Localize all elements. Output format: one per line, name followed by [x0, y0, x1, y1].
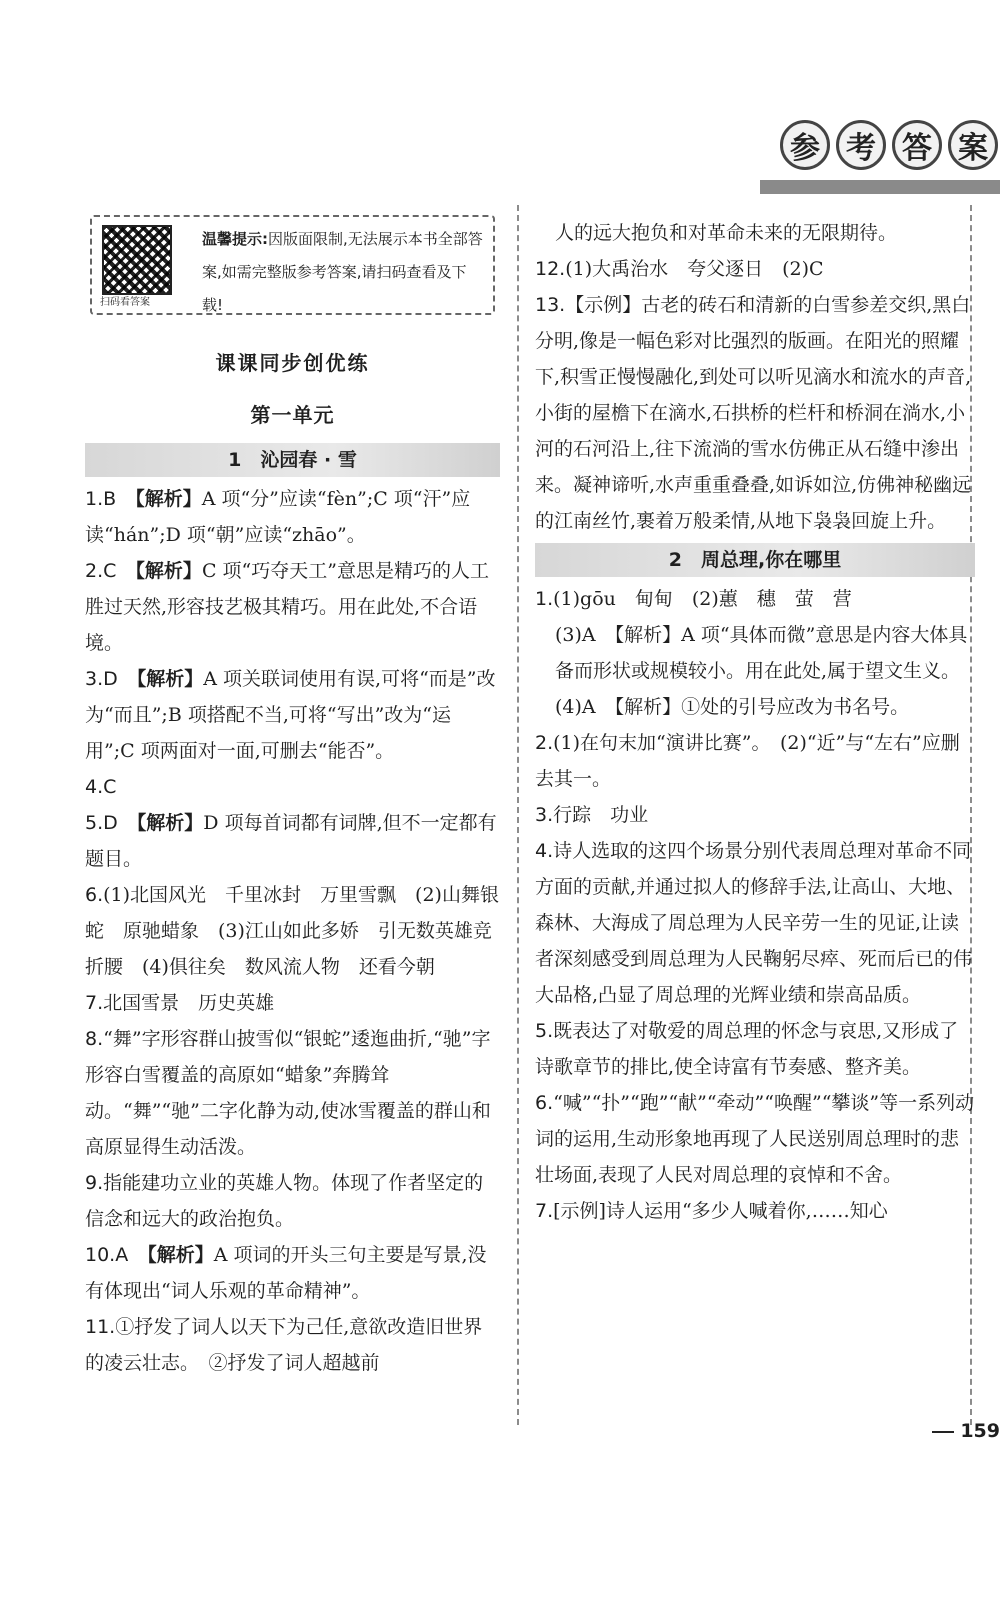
answer-item: 10.A 【解析】A 项词的开头三句主要是写景,没有体现出“词人乐观的革命精神”。	[85, 1244, 487, 1302]
banner-stripe	[760, 180, 1000, 194]
answer-item: 4.诗人选取的这四个场景分别代表周总理对革命不同方面的贡献,并通过拟人的修辞手法,让高山、大地、森林、大海成了周总理为人民辛劳一生的见证,让读者深刻感受到周总理为人民鞠躬尽瘁、死而后已的伟大品格,凸显了周总理的光辉业绩和崇高品质。	[535, 840, 973, 1006]
page-number: 159	[932, 1420, 1000, 1442]
tip-label: 温馨提示:	[202, 230, 268, 248]
qr-caption: 扫码看答案	[100, 297, 150, 308]
answer-item: 7.[示例]诗人运用“多少人喊着你,……知心	[535, 1200, 888, 1222]
banner-char: 案	[948, 120, 998, 170]
unit-heading: 第一单元	[250, 403, 335, 427]
banner-char: 考	[836, 120, 886, 170]
left-column	[85, 215, 500, 1381]
answer-item: 2.(1)在句末加“演讲比赛”。 (2)“近”与“左右”应删去其一。	[535, 732, 960, 790]
answer-item: 5.D 【解析】D 项每首词都有词牌,但不一定都有题目。	[85, 812, 497, 870]
answer-subitem: (3)A 【解析】A 项“具体而微”意思是内容大体具备而形状或规模较小。用在此处,属于望文生义。	[555, 624, 968, 682]
lesson-title: 2 周总理,你在哪里	[535, 543, 975, 577]
answer-item: 1.(1)gōu 甸甸 (2)蕙 穗 萤 营	[535, 588, 852, 610]
answer-item: 2.C 【解析】C 项“巧夺天工”意思是精巧的人工胜过天然,形容技艺极其精巧。用在此处,不合语境。	[85, 560, 489, 654]
section-heading: 课课同步创优练	[215, 351, 370, 375]
answer-item: 6.“喊”“扑”“跑”“献”“牵动”“唤醒”“攀谈”等一系列动词的运用,生动形象地再现了人民送别周总理时的悲壮场面,表现了人民对周总理的哀悼和不舍。	[535, 1092, 975, 1186]
answer-item: 12.(1)大禹治水 夸父逐日 (2)C	[535, 258, 824, 280]
answer-item: 13.【示例】古老的砖石和清新的白雪参差交织,黑白分明,像是一幅色彩对比强烈的版画。在阳光的照耀下,积雪正慢慢融化,到处可以听见滴水和流水的声音,小街的屋檐下在滴水,石拱桥的栏杆和桥洞在淌水,小河的石河沿上,往下流淌的雪水仿佛正从石缝中渗出来。凝神谛听,水声重重叠叠,如诉如泣,仿佛神秘幽远的江南丝竹,裹着万般柔情,从地下袅袅回旋上升。	[535, 294, 972, 532]
continued-text: 人的远大抱负和对革命未来的无限期待。	[555, 222, 898, 244]
right-column	[535, 215, 975, 1229]
answer-item: 5.既表达了对敬爱的周总理的怀念与哀思,又形成了诗歌章节的排比,使全诗富有节奏感、整齐美。	[535, 1020, 959, 1078]
page-number-dash	[932, 1431, 954, 1433]
answer-item: 7.北国雪景 历史英雄	[85, 992, 275, 1014]
qr-code-icon[interactable]	[102, 225, 172, 295]
tip-body: 因版面限制,无法展示本书全部答案,如需完整版参考答案,请扫码查看及下载!	[202, 230, 483, 314]
lesson-title: 1 沁园春 · 雪	[85, 443, 500, 477]
banner-char: 参	[780, 120, 830, 170]
answer-item: 1.B 【解析】A 项“分”应读“fèn”;C 项“汗”应读“hán”;D 项“朝”应读“zhāo”。	[85, 488, 471, 546]
answer-item: 9.指能建功立业的英雄人物。体现了作者坚定的信念和远大的政治抱负。	[85, 1172, 484, 1230]
answer-banner	[760, 120, 1000, 200]
answer-item: 3.D 【解析】A 项关联词使用有误,可将“而是”改为“而且”;B 项搭配不当,可将“写出”改为“运用”;C 项两面对一面,可删去“能否”。	[85, 668, 496, 762]
banner-char: 答	[892, 120, 942, 170]
answer-subitem: (4)A 【解析】①处的引号应改为书名号。	[555, 696, 910, 718]
answer-item: 6.(1)北国风光 千里冰封 万里雪飘 (2)山舞银蛇 原驰蜡象 (3)江山如此多娇 引无数英雄竞折腰 (4)俱往矣 数风流人物 还看今朝	[85, 884, 499, 978]
tip-text	[202, 223, 485, 322]
answer-item: 4.C	[85, 776, 117, 798]
answer-item: 11.①抒发了词人以天下为己任,意欲改造旧世界的凌云壮志。 ②抒发了词人超越前	[85, 1316, 483, 1374]
tip-box	[90, 215, 495, 315]
answer-item: 3.行踪 功业	[535, 804, 649, 826]
answer-item: 8.“舞”字形容群山披雪似“银蛇”逶迤曲折,“驰”字形容白雪覆盖的高原如“蜡象”奔腾耸动。“舞”“驰”二字化静为动,使冰雪覆盖的群山和高原显得生动活泼。	[85, 1028, 491, 1158]
column-divider	[517, 205, 519, 1425]
